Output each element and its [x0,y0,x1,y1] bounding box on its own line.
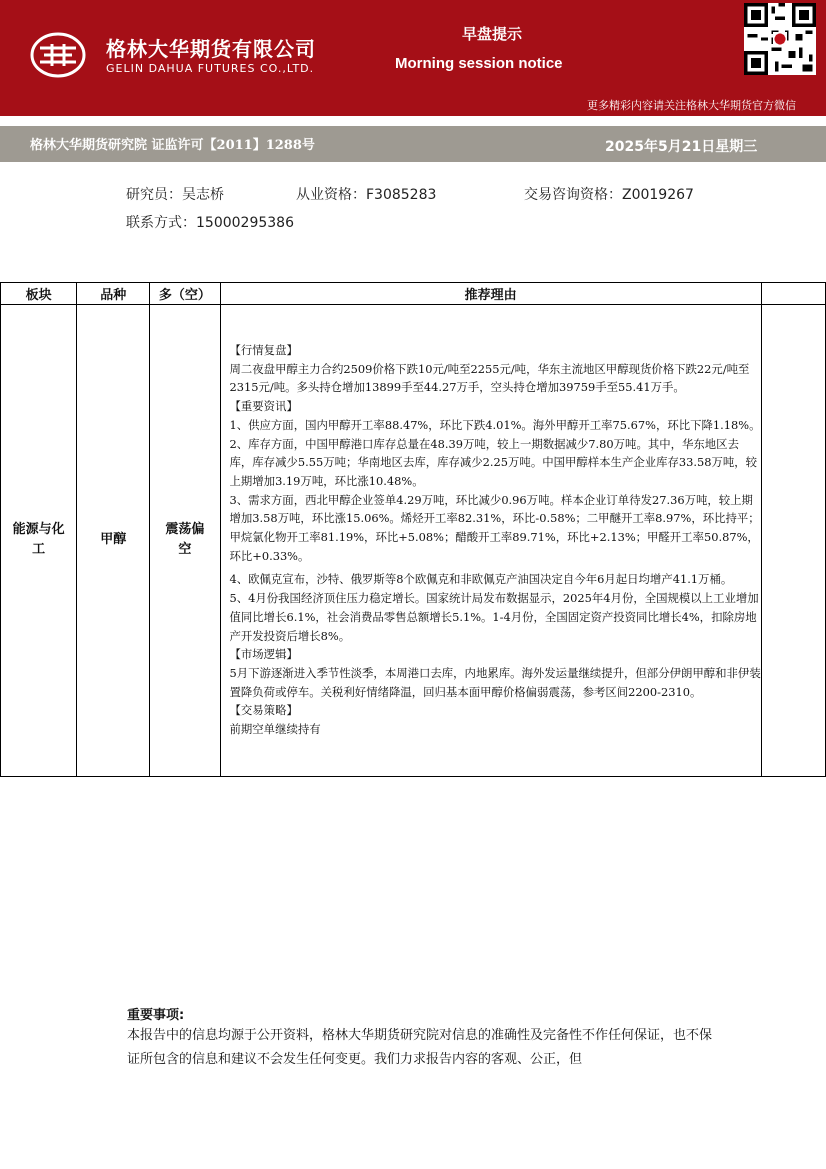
empty-cell [761,305,825,777]
direction-cell [150,305,220,777]
table-header-row [1,283,826,305]
news-macro: 5、4月份我国经济顶住压力稳定增长。国家统计局发布数据显示，2025年4月份，全国规模以上工业增加值同比增长6.1%，社会消费品零售总额增长5.1%。1-4月份，全国固定资产投资同比增长4%，扣除房地产开发投资后增长8%。 [229,591,759,643]
section-heading-logic: 【市场逻辑】 [229,647,298,662]
header-reason: 推荐理由 [220,283,761,305]
notice-body: 本报告中的信息均源于公开资料，格林大华期货研究院对信息的准确性及完备性不作任何保证，也不保证所包含的信息和建议不会发生任何变更。我们力求报告内容的客观、公正，但 [127,1028,713,1067]
section-heading-news: 【重要资讯】 [229,399,298,414]
strategy-paragraph: 前期空单继续持有 [229,722,321,737]
header-direction: 多（空） [150,283,220,305]
company-logo-icon [30,32,86,78]
header-banner [0,0,826,116]
researcher-contact: 联系方式：15000295386 [126,215,294,231]
sector-text-line1: 能源与化 [12,522,65,538]
researcher-name: 研究员：吴志桥 [126,187,224,203]
direction-text-line2: 空 [178,542,192,558]
researcher-consult-qualification: 交易咨询资格：Z0019267 [524,187,694,203]
news-opec: 4、欧佩克宣布，沙特、俄罗斯等8个欧佩克和非欧佩克产油国决定自今年6月起日均增产41.1万桶。 [229,572,733,587]
notice-title: 重要事项: [127,1008,185,1023]
section-heading-review: 【行情复盘】 [229,343,298,357]
section-heading-strategy: 【交易策略】 [229,703,298,718]
review-paragraph: 周二夜盘甲醇主力合约2509价格下跌10元/吨至2255元/吨，华东主流地区甲醇现货价格下跌22元/吨至2315元/吨。多头持仓增加13899手至44.27万手，空头持仓增加39759手至55.41万手。 [229,361,750,395]
news-demand: 3、需求方面，西北甲醇企业签单4.29万吨，环比减少0.96万吨。样本企业订单待发27.36万吨，较上期增加3.58万吨，环比涨15.06%。烯烃开工率82.31%，环比-0.58%；二甲醚开工率8.97%，环比持平；甲烷氯化物开工率81.19%，环比+5.08%；醋酸开工率89.71%，环比+2.13%；甲醛开工率50.87%，环比+0.33%。 [229,492,760,563]
sector-text-line2: 工 [32,542,46,558]
header-product: 品种 [77,283,150,305]
logic-paragraph: 5月下游逐渐进入季节性淡季，本周港口去库，内地累库。海外发运量继续提升，但部分伊朗甲醇和非伊装置降负荷或停车。关税利好情绪降温，回归基本面甲醇价格偏弱震荡，参考区间2200-2310。 [229,665,761,699]
news-supply: 1、供应方面，国内甲醇开工率88.47%，环比下跌4.01%。海外甲醇开工率75.67%，环比下降1.18%。 [229,417,761,432]
researcher-qualification: 从业资格：F3085283 [296,187,437,203]
company-name-cn: 格林大华期货有限公司 [106,37,316,61]
recommendation-table [0,282,826,777]
sector-cell [1,305,77,777]
reason-cell [220,305,761,777]
wechat-qr-code-icon [744,3,816,75]
product-cell [77,305,150,777]
report-title-cn: 早盘提示 [462,25,523,43]
report-date: 2025年5月21日星期三 [605,139,758,155]
direction-text-line1: 震荡偏 [165,522,205,538]
report-title-en: Morning session notice [395,55,563,72]
table-row [1,305,826,777]
header-empty [761,283,825,305]
product-text: 甲醇 [100,532,127,548]
company-name-en: GELIN DAHUA FUTURES CO.,LTD. [106,62,315,75]
wechat-follow-note: 更多精彩内容请关注格林大华期货官方微信 [587,99,796,112]
institute-license: 格林大华期货研究院 证监许可【2011】1288号 [30,138,315,153]
news-inventory: 2、库存方面，中国甲醇港口库存总量在48.39万吨，较上一期数据减少7.80万吨。其中，华东地区去库，库存减少5.55万吨；华南地区去库，库存减少2.25万吨。中国甲醇样本生产企业库存33.58万吨，较上期增加3.19万吨，环比涨10.48%。 [229,436,758,488]
header-sector: 板块 [1,283,77,305]
